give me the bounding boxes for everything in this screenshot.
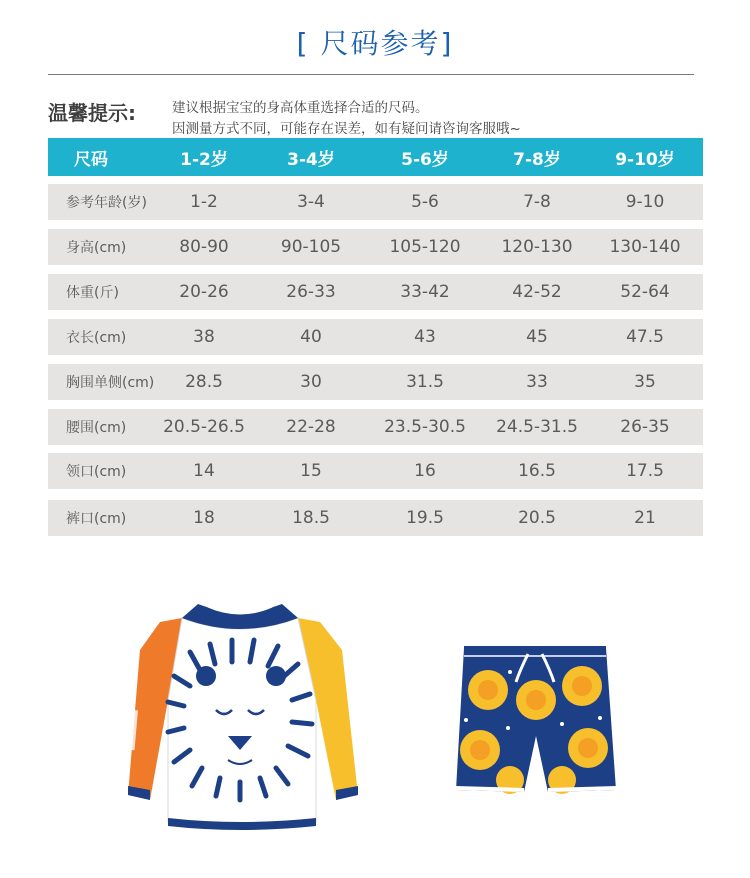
table-row [48, 364, 703, 400]
table-row [48, 229, 703, 265]
table-cell: 18 [193, 508, 215, 528]
table-row [48, 319, 703, 355]
table-cell: 18.5 [292, 508, 330, 528]
tip-line-1: 建议根据宝宝的身高体重选择合适的尺码。 [172, 100, 429, 116]
table-cell: 105-120 [389, 237, 461, 257]
table-cell: 43 [414, 327, 436, 347]
table-cell: 24.5-31.5 [496, 417, 578, 437]
table-cell: 19.5 [406, 508, 444, 528]
table-cell: 3-4 [297, 192, 325, 212]
table-cell: 40 [300, 327, 322, 347]
row-label: 腰围(cm) [66, 420, 127, 436]
table-cell: 16 [414, 461, 436, 481]
table-cell: 7-8 [523, 192, 551, 212]
row-label: 领口(cm) [66, 464, 127, 480]
header-cell: 7-8岁 [513, 149, 561, 170]
table-row [48, 500, 703, 536]
row-label: 胸围单侧(cm) [66, 375, 155, 391]
table-cell: 45 [526, 327, 548, 347]
table-cell: 38 [193, 327, 215, 347]
table-cell: 9-10 [625, 192, 665, 212]
table-cell: 130-140 [609, 237, 681, 257]
table-cell: 33-42 [400, 282, 450, 302]
row-label: 裤口(cm) [66, 511, 127, 527]
header-cell: 9-10岁 [615, 149, 675, 170]
table-row [48, 409, 703, 445]
table-cell: 5-6 [411, 192, 439, 212]
header-cell: 尺码 [74, 149, 108, 170]
row-label: 身高(cm) [66, 240, 127, 256]
table-cell: 33 [526, 372, 548, 392]
table-cell: 120-130 [501, 237, 573, 257]
table-cell: 35 [634, 372, 656, 392]
table-cell: 15 [300, 461, 322, 481]
table-cell: 52-64 [620, 282, 670, 302]
size-table-header [48, 138, 703, 176]
table-row [48, 274, 703, 310]
title-divider [48, 74, 694, 75]
table-cell: 47.5 [626, 327, 664, 347]
table-row [48, 453, 703, 489]
table-cell: 26-33 [286, 282, 336, 302]
header-cell: 5-6岁 [401, 149, 449, 170]
table-cell: 14 [193, 461, 215, 481]
table-cell: 26-35 [620, 417, 670, 437]
product-images [0, 590, 750, 840]
table-row [48, 184, 703, 220]
table-cell: 30 [300, 372, 322, 392]
table-cell: 42-52 [512, 282, 562, 302]
table-cell: 80-90 [179, 237, 229, 257]
page-title: [ 尺码参考] [296, 27, 454, 60]
tip-label: 温馨提示: [48, 101, 136, 125]
table-cell: 20.5 [518, 508, 556, 528]
table-cell: 21 [634, 508, 656, 528]
table-cell: 20-26 [179, 282, 229, 302]
table-cell: 1-2 [190, 192, 218, 212]
header-cell: 1-2岁 [180, 149, 228, 170]
table-cell: 23.5-30.5 [384, 417, 466, 437]
table-cell: 16.5 [518, 461, 556, 481]
lion-rash-guard-shirt-icon [120, 590, 380, 840]
table-cell: 22-28 [286, 417, 336, 437]
row-label: 体重(斤) [66, 285, 119, 301]
table-cell: 90-105 [280, 237, 342, 257]
header-cell: 3-4岁 [287, 149, 335, 170]
table-cell: 20.5-26.5 [163, 417, 245, 437]
table-cell: 31.5 [406, 372, 444, 392]
table-cell: 28.5 [185, 372, 223, 392]
table-cell: 17.5 [626, 461, 664, 481]
row-label: 衣长(cm) [66, 330, 127, 346]
lion-swim-shorts-icon [450, 640, 620, 820]
row-label: 参考年龄(岁) [66, 195, 147, 211]
tip-line-2: 因测量方式不同，可能存在误差，如有疑问请咨询客服哦~ [172, 121, 521, 137]
